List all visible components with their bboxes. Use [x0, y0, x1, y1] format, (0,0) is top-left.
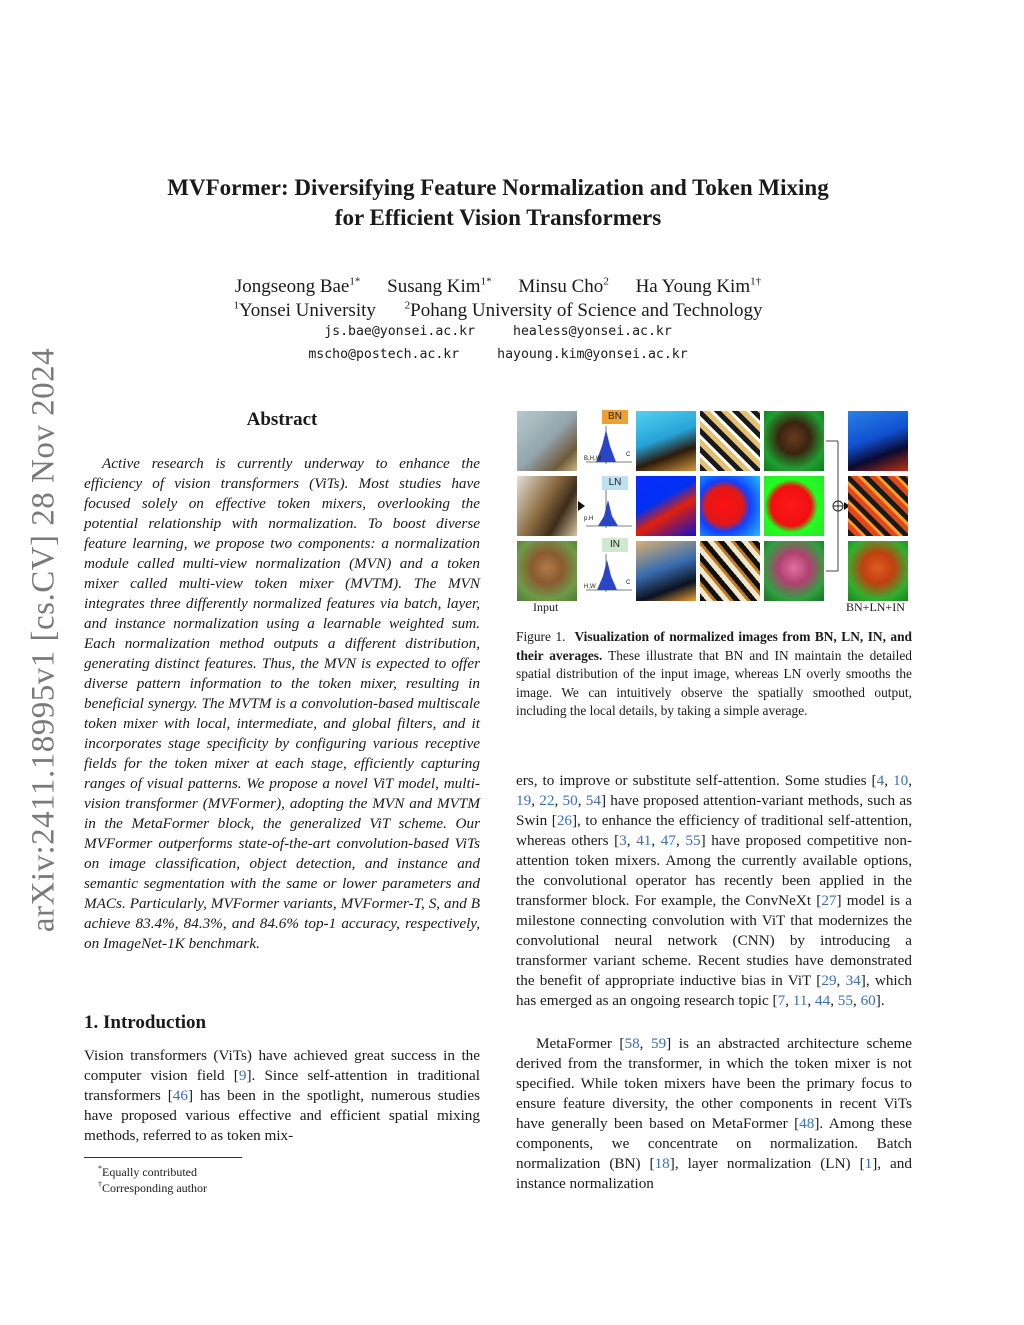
- arxiv-identifier: arXiv:2411.18995v1 [cs.CV] 28 Nov 2024: [25, 347, 62, 933]
- citation-link[interactable]: 50: [562, 792, 578, 809]
- abstract-text: Active research is currently underway to enhance the efficiency of vision transformers (ViTs). Most studies have focused solely on effective token mixers, overlooking the potential relationship with normalization. To boost diverse feature learning, we propose two components: a normalization module called multi-view normalization (MVN) and a token mixer called multi-view token mixer (MVTM). The MVN integrates three differently normalized features via batch, layer, and instance normalization using a learnable weighted sum. Each normalization method outputs a different distribution, generating distinct features. Thus, the MVN is expected to offer diverse pattern information to the token mixer, resulting in beneficial synergy. The MVTM is a convolution-based multiscale token mixer with local, intermediate, and global filters, and it incorporates stage specificity by configuring various receptive fields for the token mixer at each stage, efficiently capturing ranges of visual patterns. We propose a novel ViT model, multi-vision transformer (MVFormer), adopting the MVN and MVTM in the MetaFormer block, the generalized ViT scheme. Our MVFormer outperforms state-of-the-art convolution-based ViTs on image classification, object detection, and instance and semantic segmentation with the same or lower parameters and MACs. Particularly, MVFormer variants, MVFormer-T, S, and B achieve 83.4%, 84.3%, and 84.6% top-1 accuracy, respectively, on ImageNet-1K benchmark.: [84, 455, 480, 952]
- right-column-paragraph-1: ers, to improve or substitute self-attention. Some studies [4, 10, 19, 22, 50, 54] have proposed attention-variant methods, such as Swin [26], to enhance the efficiency of traditional self-attention, whereas others [3, 41, 47, 55] have proposed competitive non-attention token mixers. Among the currently available options, the convolutional operator has recently been applied in the transformer block. For example, the ConvNeXt [27] model is a milestone connecting convolution with ViT that modernizes the convolutional neural network (CNN) by introducing a transformer variant scheme. Recent studies have demonstrated the benefit of appropriate inductive bias in ViT [29, 34], which has emerged as an ongoing research topic [7, 11, 44, 55, 60].: [516, 772, 913, 1009]
- author: Ha Young Kim$^{1\dagger}$: [635, 276, 762, 298]
- figure-1: [516, 410, 912, 615]
- figure-1-caption: Figure 1. Visualization of normalized images from BN, LN, IN, and their averages. These illustrate that BN and IN maintain the detailed spatial distribution of the input image, whereas LN overly smooths the image. We can intuitively observe the spatially smoothed output, including the local details, by taking a simple average.: [516, 629, 912, 718]
- in-image-dog: [764, 541, 824, 601]
- tag-bn: BN: [602, 410, 628, 424]
- abstract-heading: Abstract: [246, 409, 318, 430]
- citation-link[interactable]: 3: [619, 832, 627, 849]
- citation-link[interactable]: 26: [556, 812, 572, 829]
- citation-link[interactable]: 58: [624, 1035, 640, 1052]
- author: Susang Kim$^{1*}$: [387, 276, 492, 298]
- bn-distribution-panel: BN B,H,W C: [584, 411, 631, 462]
- input-image-giraffe: [517, 476, 577, 536]
- in-image-bird: [636, 541, 696, 601]
- citation-link[interactable]: 44: [815, 992, 831, 1009]
- citation-link[interactable]: 19: [516, 792, 532, 809]
- email[interactable]: healess@yonsei.ac.kr: [513, 324, 672, 339]
- output-image-dog: [848, 541, 908, 601]
- right-column-paragraph-2: MetaFormer [58, 59] is an abstracted architecture scheme derived from the transformer, in which the token mixer is not specified. While token mixers have been the primary focus to ensure feature diversity, the other components in recent ViTs have generally been based on MetaFormer [48]. Among these components, we concentrate on normalization. Batch normalization (BN) [18], layer normalization (LN) [1], and instance normalization: [516, 1035, 912, 1192]
- citation-link[interactable]: 54: [585, 792, 601, 809]
- citation-link[interactable]: 7: [777, 992, 786, 1009]
- citation-link[interactable]: 34: [845, 972, 861, 989]
- bn-image-dog: [764, 411, 824, 471]
- arxiv-sidebar: [14, 340, 74, 940]
- bn-image-giraffe: [700, 411, 760, 471]
- affiliation: $^1$Yonsei University: [233, 300, 376, 322]
- citation-link[interactable]: 55: [685, 832, 701, 849]
- in-distribution-panel: IN H,W C: [584, 539, 631, 590]
- citation-link[interactable]: 55: [837, 992, 853, 1009]
- output-label: BN+LN+IN: [846, 600, 905, 614]
- email[interactable]: hayoung.kim@yonsei.ac.kr: [497, 347, 688, 362]
- ln-image-bird: [636, 476, 696, 536]
- title-line-1: MVFormer: Diversifying Feature Normalization and Token Mixing: [167, 175, 829, 200]
- citation-link[interactable]: 41: [636, 832, 652, 849]
- affiliation: $^2$Pohang University of Science and Technology: [404, 300, 763, 322]
- citation-link[interactable]: 4: [876, 772, 885, 789]
- sum-connector: [824, 410, 850, 610]
- citation-link[interactable]: 9: [238, 1067, 247, 1084]
- output-image-bird: [848, 411, 908, 471]
- citation-link[interactable]: 10: [893, 772, 909, 789]
- citation-link[interactable]: 47: [660, 832, 676, 849]
- citation-link[interactable]: 59: [650, 1035, 667, 1052]
- footnote-divider: [84, 1157, 242, 1158]
- bn-image-bird: [636, 411, 696, 471]
- in-image-giraffe: [700, 541, 760, 601]
- tag-in: IN: [602, 538, 628, 552]
- citation-link[interactable]: 18: [654, 1155, 670, 1172]
- email-row-1: [100, 320, 896, 343]
- ln-image-giraffe: [700, 476, 760, 536]
- paper-title: [100, 173, 896, 233]
- citation-link[interactable]: 48: [799, 1115, 815, 1132]
- ln-distribution-panel: LN p.H: [582, 480, 636, 532]
- input-image-bird: [517, 411, 577, 471]
- citation-link[interactable]: 29: [821, 972, 837, 989]
- citation-link[interactable]: 27: [821, 892, 837, 909]
- citation-link[interactable]: 22: [539, 792, 555, 809]
- ln-image-dog: [764, 476, 824, 536]
- citation-link[interactable]: 46: [172, 1087, 188, 1104]
- input-image-dog: [517, 541, 577, 601]
- title-line-2: for Efficient Vision Transformers: [334, 205, 662, 230]
- email-row-2: [100, 343, 896, 366]
- author: Minsu Cho$^2$: [518, 276, 609, 298]
- citation-link[interactable]: 1: [864, 1155, 873, 1172]
- citation-link[interactable]: 60: [860, 992, 876, 1009]
- output-image-giraffe: [848, 476, 908, 536]
- citation-link[interactable]: 11: [792, 992, 808, 1009]
- input-label: Input: [533, 600, 559, 614]
- footnote-corresponding-author: †Corresponding author: [98, 1180, 207, 1195]
- section-heading-introduction: 1. Introduction: [84, 1012, 207, 1033]
- intro-paragraph: Vision transformers (ViTs) have achieved great success in the computer vision field [9]. Since self-attention in traditional transformers [46] has been in the spotlight, numerous studies have proposed various effective and efficient spatial mixing methods, referred to as token mix-: [84, 1047, 481, 1144]
- affiliation-list: [100, 294, 896, 323]
- tag-ln: LN: [602, 476, 628, 490]
- author: Jongseong Bae$^{1*}$: [234, 276, 361, 298]
- arrow-icon: [577, 410, 587, 610]
- email[interactable]: mscho@postech.ac.kr: [308, 347, 460, 362]
- footnote-equal-contribution: *Equally contributed: [98, 1164, 197, 1179]
- email[interactable]: js.bae@yonsei.ac.kr: [324, 324, 476, 339]
